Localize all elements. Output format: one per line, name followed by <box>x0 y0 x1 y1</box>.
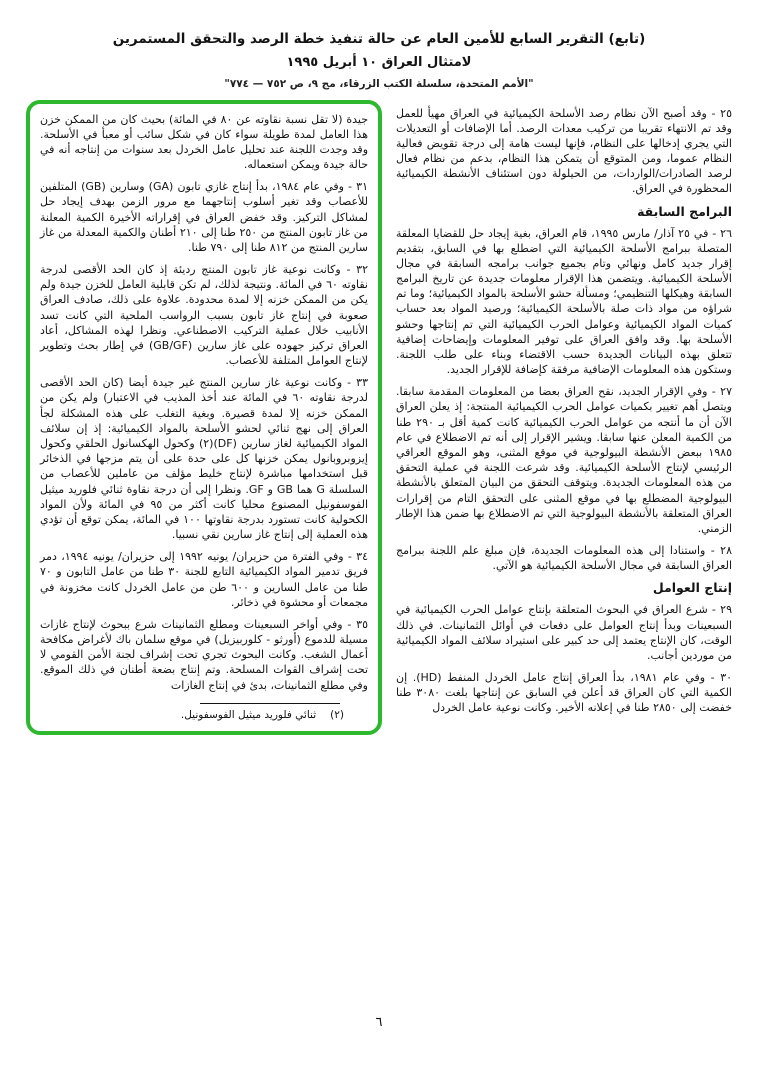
footnote-rule <box>200 703 340 704</box>
document-source-citation: "الأمم المتحدة، سلسلة الكتب الزرقاء، مج ٩، ص ٧٥٢ — ٧٧٤" <box>224 77 534 90</box>
heading-previous-programs: البرامج السابقة <box>637 203 732 219</box>
paragraph-33: ٣٣ - وكانت نوعية غاز سارين المنتج غير جيدة أيضا (كان الحد الأقصى لدرجة نقاوته ٦٠ في المائة عند أخذ المذيب في الاعتبار) ولم يكن من الممكن خزنه إلا لمدة قصيرة. وبغية التغلب على هذه المشكلة لجأ العراق إلى نهج ثنائي لحشو الأسلحة بالمواد الكيميائية: إذ إن سلائف المواد الكيميائية لغاز سارين (DF)(٢) وكحول الهكسانول الحلقي وكحول إيزوبروبانول يمكن خزنها كل على حدة على أن يتم مزجها في الذخائر قبل استخدامها مباشرة لإنتاج خليط مؤلف من عاملين للأعصاب من السلسلة G هما GB و GF. ونظرا إلى أن درجة نقاوة ثنائي فلوريد ميثيل الفوسفونيل المصنوع محليا كانت أكثر من ٩٥ في المائة ولأن المواد الكحولية كانت تستورد بدرجة نقاوتها ١٠٠ في المائة، يمكن توقع أن تؤدي هذه العملية إلى إنتاج غاز سارين نقي نسبيا. <box>40 376 368 542</box>
paragraph-28: ٢٨ - واستنادا إلى هذه المعلومات الجديدة، فإن مبلغ علم اللجنة ببرامج العراق السابقة في مجال الأسلحة الكيميائية هو الآتي. <box>396 544 732 573</box>
paragraph-35: ٣٥ - وفي أواخر السبعينات ومطلع الثمانينات شرع ببحوث لإنتاج غازات مسيلة للدموع (أورثو - كلوربيزيل) في موقع سلمان باك لأغراض مكافحة أعمال الشغب. وكانت البحوث تجري تحت إشراف لجنة الأمن القومي لا تحت إشراف القوات المسلحة. وتم إنتاج بضعة أطنان في ذلك الموقع. وفي مطلع الثمانينات، بدئ في إنتاج الغازات <box>40 617 368 692</box>
highlight-box <box>26 100 382 735</box>
footnote-marker: (٢) <box>330 708 344 721</box>
paragraph-27: ٢٧ - وفي الإقرار الجديد، نقح العراق بعضا من المعلومات المقدمة سابقا. ويتصل أهم تغيير بكميات عوامل الحرب الكيميائية المنتجة: إذ يعلن العراق الآن أن ما أنتجه من عوامل الحرب الكيميائية كانت كمية أقل بـ ٢٩٠ طنا من الكمية المعلن عنها سابقا. ويشير الإقرار إلى أنه تم الاضطلاع في عام ١٩٨٥ ببعض الأنشطة البيولوجية في موقع المثنى، وهو الموقع العراقي الرئيسي لإنتاج الأسلحة الكيميائية. وقد شرعت اللجنة في عملية التحقق من هذه المعلومات الجديدة. ويتوقف التحقق من البيان المتعلق بالأنشطة البيولوجية المضطلع بها في موقع المثنى على التحقق التام من إقرارات العراق المتعلقة بالأنشطة البيولوجية التي تم الاضطلاع بها ضمن هذا الإطار الزمني. <box>396 385 732 535</box>
paragraph-29: ٢٩ - شرع العراق في البحوث المتعلقة بإنتاج عوامل الحرب الكيميائية في السبعينات وبدأ إنتاج العوامل على دفعات في أوائل الثمانينات. في ذلك الوقت، كان الإنتاج يعتمد إلى حد كبير على استيراد سلائف المواد الكيميائية من موردين أجانب. <box>396 603 732 662</box>
document-header <box>26 30 732 90</box>
paragraph-30-continued: جيدة (لا تقل نسبة نقاوته عن ٨٠ في المائة) بحيث كان من الممكن خزن هذا العامل لمدة طويلة سواء كان في شكل سائب أو معبأ في الأسلحة. وقد وجدت اللجنة عند تحليل عامل الخردل بعد سنوات من إنتاجه أنه في حالة جيدة ويمكن استعماله. <box>40 112 369 172</box>
page-number: ٦ <box>375 1015 383 1030</box>
paragraph-26: ٢٦ - في ٢٥ آذار/ مارس ١٩٩٥، قام العراق، بغية إيجاد حل للقضايا المعلقة المتصلة ببرامج الأسلحة الكيميائية التي اضطلع بها في السابق، بتقديم إقرار جديد كامل ونهائي وتام بجميع جوانب برامجه السابقة في مجال الأسلحة الكيميائية. ويتضمن هذا الإقرار معلومات جديدة عن تاريخ البرامج السابقة وهيكلها التنظيمي؛ ومسألة حشو الأسلحة بالمواد الكيميائية؛ وما تم شراؤه من مواد ذات صلة بالأسلحة الكيميائية؛ ورصيد المواد بعد حساب كميات المواد الكيميائية وعوامل الحرب الكيميائية التي تم إنتاجها وحشو الأسلحة بها. وقد وافق العراق على توفير المعلومات وإيضاحات إضافية تتعلق بهذه البيانات الجديدة حسب الاقتضاء وبناء على طلب اللجنة. وستكون هذه المعلومات الإضافية مرفقة كإضافة للإقرار الجديد. <box>396 226 732 377</box>
footnote-text: ثنائي فلوريد ميثيل الفوسفونيل. <box>180 708 317 721</box>
two-column-body <box>26 100 732 735</box>
paragraph-30: ٣٠ - وفي عام ١٩٨١، بدأ العراق إنتاج عامل الخردل المنفط (HD). إن الكمية التي كان العراق قد أعلن في السابق عن إنتاجها بلغت ٣٠٨٠ طنا خفضت إلى ٢٨٥٠ طنا في إعلانه الأخير. وكانت نوعية عامل الخردل <box>396 671 733 715</box>
paragraph-31: ٣١ - وفي عام ١٩٨٤، بدأ إنتاج غازي تابون (GA) وسارين (GB) المتلفين للأعصاب وقد تغير أسلوب إنتاجهما مع مرور الزمن بهدف إيجاد حل لمشاكل التركيز. وقد خفض العراق في إقراراته الأخيرة الكمية المعلنة من غاز تابون المنتج من ٢٥٠ طنا إلى ٢١٠ أطنان والكمية المعدلة من غاز سارين المنتج من ٨١٢ طنا إلى ٧٩٠ طنا. <box>40 180 368 254</box>
document-title-line-2: لامتثال العراق ١٠ أبريل ١٩٩٥ <box>286 54 472 70</box>
paragraph-32: ٣٢ - وكانت نوعية غاز تابون المنتج رديئة إذ كان الحد الأقصى لدرجة نقاوته ٦٠ في المائة. ونتيجة لذلك، لم تكن قابلية العامل للخزن جيدة ولم يكن من الممكن خزنه إلا لمدة محدودة. علاوة على ذلك، صادف العراق صعوبة في إنتاج غاز تابون بسبب الرواسب الملحية التي كانت تسد الأنابيب خلال عملية التركيب الاصطناعي. ونظرا لهذه المشاكل، أعاد العراق تركيز جهوده على غاز سارين (GB/GF) في إطار بحث وتطوير لإنتاج العوامل المتلفة للأعصاب. <box>40 263 368 368</box>
column-right <box>396 100 732 723</box>
column-left <box>26 100 382 735</box>
heading-agent-production: إنتاج العوامل <box>652 580 732 596</box>
document-title-line-1: (تابع) التقرير السابع للأمين العام عن حالة تنفيذ خطة الرصد والتحقق المستمرين <box>112 31 646 47</box>
footnote <box>40 709 368 721</box>
paragraph-25: ٢٥ - وقد أصبح الآن نظام رصد الأسلحة الكيميائية في العراق مهيأ للعمل وقد تم الانتهاء تقريبا من تركيب معدات الرصد. أما الإضافات أو التعديلات التي يجري إدخالها على النظام، فإنها ليست هامة إلى درجة تقويض فعالية النظام عموما، ومن المتوقع أن يتمكن هذا النظام، بدعم من نظام فعال لرصد الصادرات/الواردات، من الحيلولة دون استئناف الأنشطة الكيميائية المحظورة في العراق. <box>396 106 732 196</box>
paragraph-34: ٣٤ - وفي الفترة من حزيران/ يونيه ١٩٩٢ إلى حزيران/ يونيه ١٩٩٤، دمر فريق تدمير المواد الكيميائية التابع للجنة ٣٠ طنا من عامل التابون و ٧٠ طنا من عامل السارين و ٦٠٠ طن من عامل الخردل كانت مخزونة في مجمعات أو محشوة في ذخائر. <box>40 550 368 609</box>
